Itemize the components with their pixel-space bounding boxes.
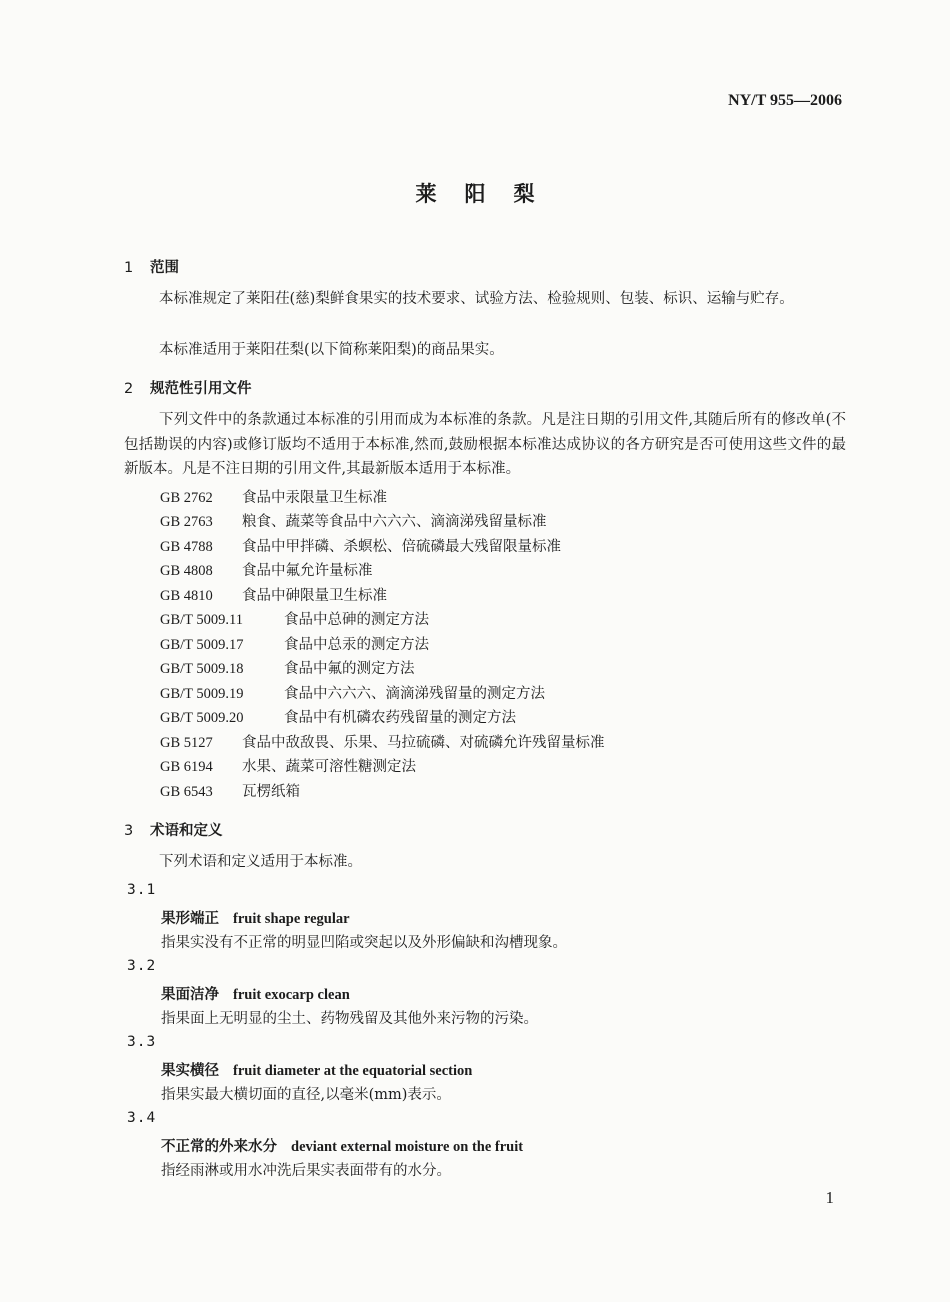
reference-item <box>160 559 373 580</box>
term-number: 3.3 <box>127 1034 157 1050</box>
ref-code: GB 6543 <box>160 784 213 800</box>
ref-name: 食品中甲拌磷、杀螟松、倍硫磷最大残留限量标准 <box>242 539 561 555</box>
ref-code: GB 4810 <box>160 588 213 604</box>
reference-item <box>160 657 415 678</box>
ref-name: 食品中敌敌畏、乐果、马拉硫磷、对硫磷允许残留量标准 <box>242 735 605 751</box>
term-number: 3.4 <box>127 1110 157 1126</box>
ref-code: GB/T 5009.18 <box>160 661 244 677</box>
reference-item <box>160 682 545 703</box>
ref-code: GB 6194 <box>160 759 213 775</box>
term-heading <box>161 1059 472 1080</box>
ref-code: GB 2763 <box>160 514 213 530</box>
term-number: 3.2 <box>127 958 157 974</box>
reference-item <box>160 510 547 531</box>
term-number: 3.1 <box>127 882 157 898</box>
ref-name: 食品中有机磷农药残留量的测定方法 <box>284 710 516 726</box>
term-definition: 指果面上无明显的尘土、药物残留及其他外来污物的污染。 <box>161 1011 538 1027</box>
term-heading <box>161 983 350 1004</box>
ref-name: 食品中砷限量卫生标准 <box>242 588 387 604</box>
ref-code: GB/T 5009.17 <box>160 637 244 653</box>
section-title: 术语和定义 <box>150 823 223 839</box>
ref-name: 瓦楞纸箱 <box>242 784 300 800</box>
term-chinese: 果形端正 <box>161 910 219 927</box>
reference-item <box>160 584 387 605</box>
section-title: 规范性引用文件 <box>150 381 252 397</box>
reference-item <box>160 780 300 801</box>
page-number: 1 <box>825 1188 834 1207</box>
ref-code: GB/T 5009.20 <box>160 710 244 726</box>
ref-name: 食品中六六六、滴滴涕残留量的测定方法 <box>284 686 545 702</box>
reference-item <box>160 608 429 629</box>
term-english: deviant external moisture on the fruit <box>291 1139 524 1155</box>
term-definition: 指果实没有不正常的明显凹陷或突起以及外形偏缺和沟槽现象。 <box>161 935 567 951</box>
section-2-heading <box>124 377 252 398</box>
term-heading <box>161 1135 523 1156</box>
standard-code: NY/T 955—2006 <box>728 92 842 109</box>
term-definition: 指果实最大横切面的直径,以毫米(mm)表示。 <box>161 1087 451 1103</box>
reference-item <box>160 755 416 776</box>
section-2-paragraph-1: 下列文件中的条款通过本标准的引用而成为本标准的条款。凡是注日期的引用文件,其随后所有的修改单(不包括勘误的内容)或修订版均不适用于本标准,然而,鼓励根据本标准达成协议的各方研究是否可使用这些文件的最新版本。凡是不注日期的引用文件,其最新版本适用于本标准。 <box>124 412 846 477</box>
term-english: fruit shape regular <box>233 911 350 927</box>
ref-code: GB 4808 <box>160 563 213 579</box>
ref-code: GB 5127 <box>160 735 213 751</box>
term-chinese: 不正常的外来水分 <box>161 1138 277 1155</box>
ref-name: 粮食、蔬菜等食品中六六六、滴滴涕残留量标准 <box>242 514 547 530</box>
term-english: fruit diameter at the equatorial section <box>233 1063 473 1079</box>
reference-item <box>160 486 387 507</box>
term-definition: 指经雨淋或用水冲洗后果实表面带有的水分。 <box>161 1163 451 1179</box>
term-heading <box>161 907 350 928</box>
term-chinese: 果面洁净 <box>161 986 219 1003</box>
reference-item <box>160 633 429 654</box>
ref-name: 食品中总砷的测定方法 <box>284 612 429 628</box>
ref-code: GB 4788 <box>160 539 213 555</box>
section-1-paragraph-1: 本标准规定了莱阳茌(慈)梨鲜食果实的技术要求、试验方法、检验规则、包装、标识、运输与贮存。 <box>159 291 794 307</box>
section-1-paragraph-2: 本标准适用于莱阳茌梨(以下简称莱阳梨)的商品果实。 <box>159 342 504 358</box>
ref-code: GB 2762 <box>160 490 213 506</box>
ref-name: 食品中氟的测定方法 <box>284 661 415 677</box>
ref-code: GB/T 5009.19 <box>160 686 244 702</box>
ref-code: GB/T 5009.11 <box>160 612 243 628</box>
reference-item <box>160 731 605 752</box>
ref-name: 食品中总汞的测定方法 <box>284 637 429 653</box>
ref-name: 食品中汞限量卫生标准 <box>242 490 387 506</box>
section-title: 范围 <box>150 260 179 276</box>
section-number: 2 <box>124 381 134 397</box>
ref-name: 食品中氟允许量标准 <box>242 563 373 579</box>
term-english: fruit exocarp clean <box>233 987 350 1003</box>
ref-name: 水果、蔬菜可溶性糖测定法 <box>242 759 416 775</box>
section-1-heading <box>124 256 179 277</box>
reference-item <box>160 535 561 556</box>
section-3-heading <box>124 819 223 840</box>
page-title: 莱阳梨 <box>415 182 563 206</box>
section-number: 1 <box>124 260 134 276</box>
term-chinese: 果实横径 <box>161 1062 219 1079</box>
section-number: 3 <box>124 823 134 839</box>
reference-item <box>160 706 516 727</box>
section-3-intro: 下列术语和定义适用于本标准。 <box>159 854 362 870</box>
